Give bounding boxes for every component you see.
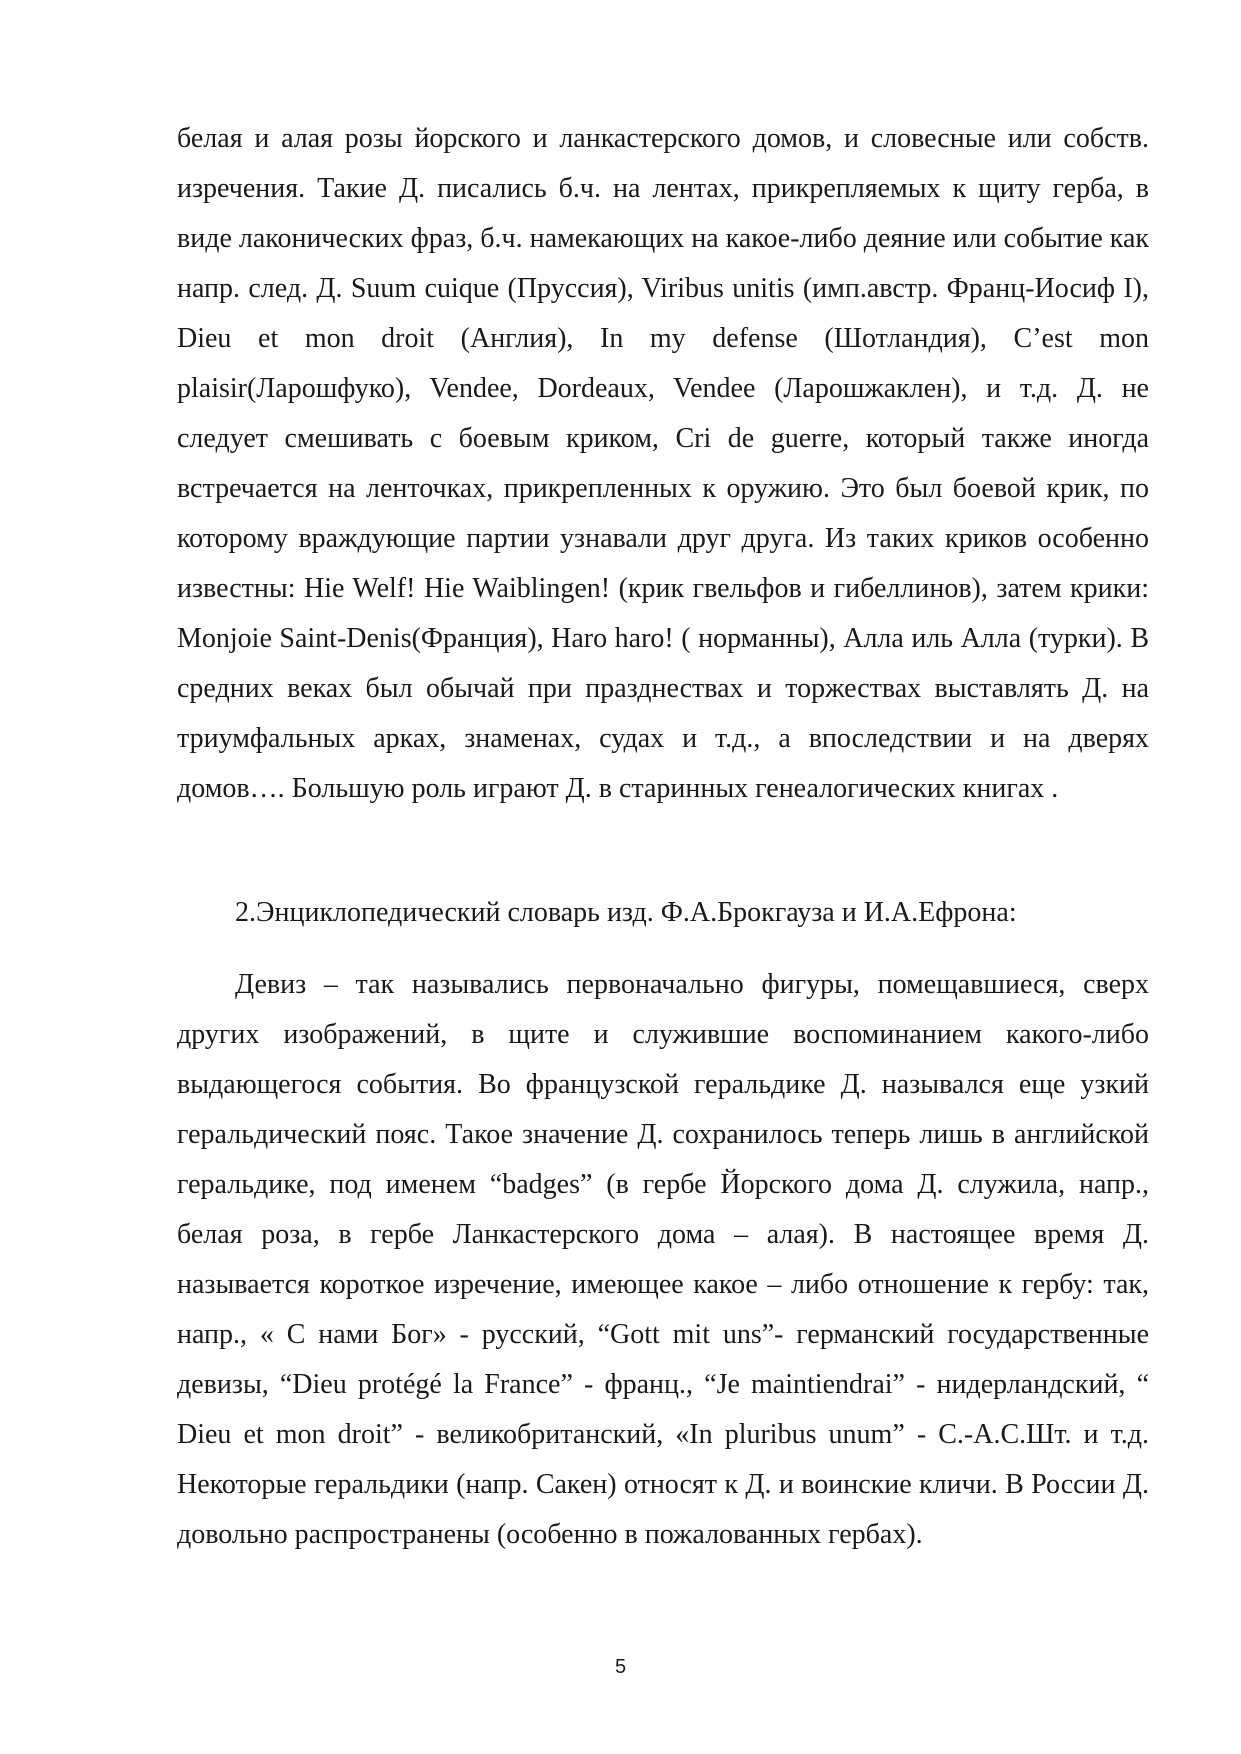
page-number: 5: [614, 1656, 627, 1678]
source-heading: 2.Энциклопедический словарь изд. Ф.А.Брокгауза и И.А.Ефрона:: [235, 897, 1017, 928]
paragraph-brockhaus-definition: Девиз – так назывались первоначально фигуры, помещавшиеся, сверх других изображений, в щите и служившие воспоминанием какого-либо выдающегося события. Во французской геральдике Д. назывался еще узкий геральдический пояс. Такое значение Д. сохранилось теперь лишь в английской геральдике, под именем “badges” (в гербе Йорского дома Д. служила, напр., белая роза, в гербе Ланкастерского дома – алая). В настоящее время Д. называется короткое изречение, имеющее какое – либо отношение к гербу: так, напр., « С нами Бог» - русский, “Gott mit uns”- германский государственные девизы, “Dieu protégé la France” - франц., “Je maintiendrai” - нидерландский, “ Dieu et mon droit” - великобританский, «In pluribus unum” - С.-А.С.Шт. и т.д. Некоторые геральдики (напр. Сакен) относят к Д. и воинские кличи. В России Д. довольно распространены (особенно в пожалованных гербах).: [177, 969, 1149, 1550]
paragraph-devices-mottos: белая и алая розы йорского и ланкастерского домов, и словесные или собств. изречения. Такие Д. писались б.ч. на лентах, прикрепляемых к щиту герба, в виде лаконических фраз, б.ч. намекающих на какое-либо деяние или событие как напр. след. Д. Suum cuique (Пруссия), Viribus unitis (имп.австр. Франц-Иосиф I), Dieu et mon droit (Англия), In my defense (Шотландия), C’est mon plaisir(Ларошфуко), Vendee, Dordeaux, Vendee (Ларошжаклен), и т.д. Д. не следует смешивать с боевым криком, Cri de guerre, который также иногда встречается на ленточках, прикрепленных к оружию. Это был боевой крик, по которому враждующие партии узнавали друг друга. Из таких криков особенно известны: Hie Welf! Hie Waiblingen! (крик гвельфов и гибеллинов), затем крики: Monjoie Saint-Denis(Франция), Haro haro! ( норманны), Алла иль Алла (турки). В средних веках был обычай при празднествах и торжествах выставлять Д. на триумфальных арках, знаменах, судах и т.д., а впоследствии и на дверях домов…. Большую роль играют Д. в старинных генеалогических книгах .: [177, 123, 1149, 804]
